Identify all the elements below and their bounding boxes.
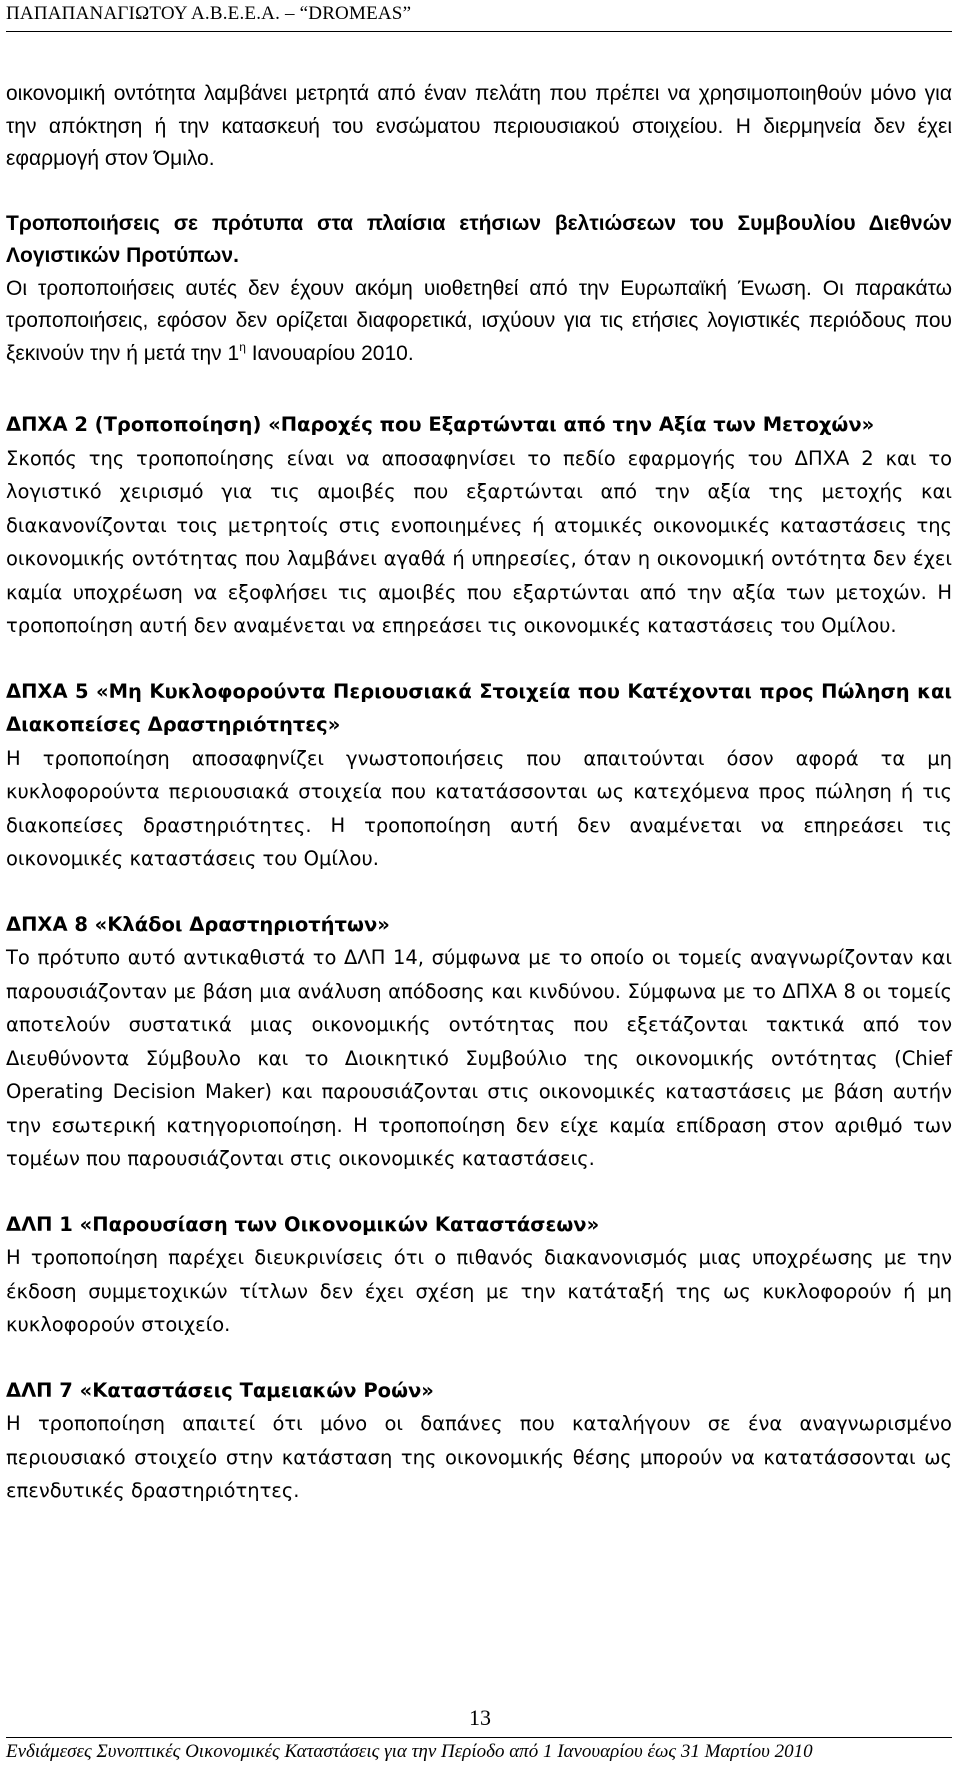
amendments-heading: Τροποποιήσεις σε πρότυπα στα πλαίσια ετήσιων βελτιώσεων του Συμβουλίου Διεθνών Λογιστικών Προτύπων. (6, 211, 952, 267)
section-ifrs8 (6, 908, 952, 1176)
section-heading: ΔΛΠ 1 «Παρουσίαση των Οικονομικών Καταστάσεων» (6, 1212, 600, 1236)
document-body (6, 78, 952, 1508)
ordinal-superscript: η (239, 339, 246, 354)
section-paragraph: Σκοπός της τροποποίησης είναι να αποσαφηνίσει το πεδίο εφαρμογής του ΔΠΧΑ 2 και το λογιστικό χειρισμό για τις αμοιβές που εξαρτώνται από την αξία της μετοχής και διακανονίζονται τοις μετρητοίς στις ενοποιημένες ή ατομικές οικονομικές καταστάσεις της οικονομικής οντότητας που λαμβάνει αγαθά ή υπηρεσίες, όταν η οικονομική οντότητα δεν έχει καμία υποχρέωση να εξοφλήσει τις αμοιβές που εξαρτώνται από την αξία των μετοχών. Η τροποποίηση αυτή δεν αναμένεται να επηρεάσει τις οικονομικές καταστάσεις του Ομίλου. (6, 446, 952, 637)
section-ifrs5 (6, 675, 952, 876)
section-heading: ΔΠΧΑ 2 (Τροποποίηση) «Παροχές που Εξαρτώνται από την Αξία των Μετοχών» (6, 413, 875, 436)
amendments-paragraph (6, 273, 952, 371)
section-paragraph: Η τροποποίηση απαιτεί ότι μόνο οι δαπάνες που καταλήγουν σε ένα αναγνωρισμένο περιουσιακό στοιχείο στην κατάσταση της οικονομικής θέσης μπορούν να κατατάσσονται ως επενδυτικές δραστηριότητες. (6, 1412, 952, 1502)
footer-rule (6, 1737, 952, 1738)
section-ias1 (6, 1208, 952, 1342)
section-paragraph: Η τροποποίηση αποσαφηνίζει γνωστοποιήσεις που απαιτούνται όσον αφορά τα μη κυκλοφορούντα περιουσιακά στοιχεία που κατατάσσονται ως κατεχόμενα προς πώληση ή τις διακοπείσες δραστηριότητες. Η τροποποίηση αυτή δεν αναμένεται να επηρεάσει τις οικονομικές καταστάσεις του Ομίλου. (6, 746, 952, 870)
section-paragraph: Το πρότυπο αυτό αντικαθιστά το ΔΛΠ 14, σύμφωνα με το οποίο οι τομείς αναγνωρίζονταν και παρουσιάζονταν με βάση μια ανάλυση απόδοσης και κινδύνου. Σύμφωνα με το ΔΠΧΑ 8 οι τομείς αποτελούν συστατικά μιας οικονομικής οντότητας που εξετάζονται τακτικά από τον Διευθύνοντα Σύμβουλο και το Διοικητικό Συμβούλιο της οικονομικής οντότητας (Chief Operating Decision Maker) και παρουσιάζονται στις οικονομικές καταστάσεις με βάση αυτήν την εσωτερική κατηγοριοποίηση. Η τροποποίηση δεν είχε καμία επίδραση στον αριθμό των τομέων που παρουσιάζονται στις οικονομικές καταστάσεις. (6, 946, 952, 1170)
amendments-intro-block (6, 208, 952, 371)
intro-block (6, 78, 952, 176)
amendments-text: Οι τροποποιήσεις αυτές δεν έχουν ακόμη υιοθετηθεί από την Ευρωπαϊκή Ένωση. Οι παρακάτω τροποποιήσεις, εφόσον δεν ορίζεται διαφορετικά, ισχύουν για τις ετήσιες λογιστικές περιόδους που ξεκινούν την ή μετά την 1 (6, 276, 952, 365)
section-heading: ΔΠΧΑ 8 «Κλάδοι Δραστηριοτήτων» (6, 912, 390, 936)
section-ias7 (6, 1374, 952, 1508)
page-number: 13 (469, 1705, 491, 1730)
section-ifrs2 (6, 408, 952, 643)
section-heading: ΔΠΧΑ 5 «Μη Κυκλοφορούντα Περιουσιακά Στοιχεία που Κατέχονται προς Πώληση και Διακοπείσες Δραστηριότητες» (6, 679, 952, 736)
section-paragraph: Η τροποποίηση παρέχει διευκρινίσεις ότι ο πιθανός διακανονισμός μιας υποχρέωσης με την έκδοση συμμετοχικών τίτλων δεν έχει σχέση με την κατάταξή της ως κυκλοφορούν ή μη κυκλοφορούν στοιχείο. (6, 1246, 952, 1336)
intro-paragraph: οικονομική οντότητα λαμβάνει μετρητά από έναν πελάτη που πρέπει να χρησιμοποιηθούν μόνο για την απόκτηση ή την κατασκευή του ενσώματου περιουσιακού στοιχείου. Η διερμηνεία δεν έχει εφαρμογή στον Όμιλο. (6, 82, 952, 170)
document-header: ΠΑΠΑΠΑΝΑΓΙΩΤΟΥ Α.Β.Ε.Ε.Α. – “DROMEAS” (6, 3, 412, 24)
amendments-text-end: Ιανουαρίου 2010. (245, 341, 414, 365)
header-rule (6, 31, 952, 32)
document-footer: Ενδιάμεσες Συνοπτικές Οικονομικές Καταστάσεις για την Περίοδο από 1 Ιανουαρίου έως 31 Μαρτίου 2010 (6, 1741, 813, 1762)
section-heading: ΔΛΠ 7 «Καταστάσεις Ταμειακών Ροών» (6, 1378, 434, 1402)
